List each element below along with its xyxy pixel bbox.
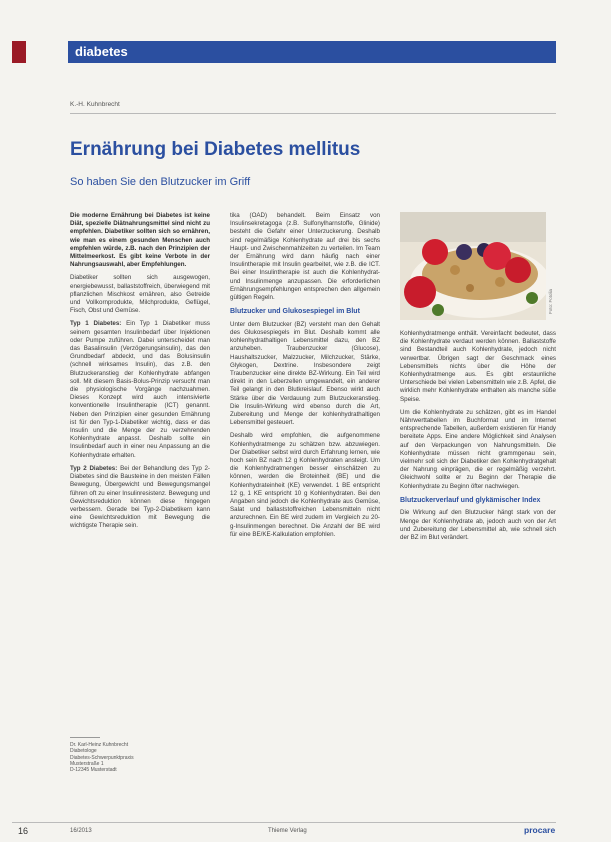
footnote-line: Musterstraße 1	[70, 760, 104, 767]
paragraph: Deshalb wird empfohlen, die aufgenommene Kohlenhydratmenge zu schätzen bzw. abzuwiegen. Der Diabetiker selbst wird durch Erfahrung lernen, wie hoch sein BZ nach 12 g Kohlenhydraten ansteigt. Um die Kohlenhydratmengen besser einschätzen zu können, werden die Broteinheit (BE) und die Kohlenhydrateinheit (KE) verwendet. 1 BE entspricht 12 g, 1 KE entspricht 10 g Kohlenhydraten. Bei den Angaben sind jedoch die Kohlenhydrate aus Gemüse, Salat und ballaststoffreichen Lebensmitteln nicht anzurechnen. Ein BE wird zudem im Vergleich zu 20-g-Insulinmengen berechnet. Die Anzahl der BE wird für eine BE/KE-Kalkulation empfohlen.	[230, 432, 380, 538]
footnote-line: Diabetologe	[70, 748, 97, 755]
paragraph: Unter dem Blutzucker (BZ) versteht man den Gehalt des Glukosespiegels im Blut. Deshalb kommt alle kohlenhydrathaltigen Lebensmittel dazu, den BZ anzuheben. Traubenzucker (Glucose), Haushaltszucker, Malzzucker, Milchzucker, Stärke, Glykogen, Dextrine. Insbesondere zeigt Traubenzucker eine direkte BZ-Wirkung. Ein Teil wird direkt in den Leberzellen umgewandelt, ein anderer Teil gelangt in den Blutkreislauf. Ebenso wirkt auch Stärke über die Verdauung zum Blutzuckeranstieg. Die Insulin-Wirkung wird ebenso durch die Art, Zubereitung und Menge der kohlenhydrathaltigen Lebensmittel gesteuert.	[230, 320, 380, 427]
text-column-2	[230, 212, 380, 832]
paragraph: Kohlenhydratmenge enthält. Vereinfacht bedeutet, dass die Kohlenhydrate verdaut werden können. Ballaststoffe sind Bestandteil auch Kohlenhydrate, jedoch nicht verwertbar. Übrigen sagt der Geschmack eines Lebensmittels nichts über die Höhe der Kohlenhydratmenge aus. Es gibt erstaunliche Unterschiede bei vielen Lebensmitteln wie z.B. Apfel, die wirklich mehr Kohlenhydrate enthalten als manche süße Speise.	[400, 330, 556, 403]
section-heading: Blutzucker und Glukosespiegel im Blut	[230, 308, 360, 316]
footer-divider	[12, 822, 556, 823]
author-line: K.-H. Kuhnbrecht	[70, 101, 120, 108]
section-label: diabetes	[75, 44, 128, 59]
photo-credit: Foto: Fotolia	[548, 288, 553, 314]
publisher-name: Thieme Verlag	[268, 828, 307, 834]
journal-name: procare	[524, 825, 556, 835]
inline-heading: Typ 1 Diabetes:	[70, 320, 122, 328]
paragraph	[70, 320, 210, 459]
text-column-3	[400, 330, 556, 830]
issue-number: 16/2013	[70, 828, 92, 834]
lead-paragraph: Die moderne Ernährung bei Diabetes ist keine Diät, spezielle Diätnahrungsmittel sind nicht zu empfehlen. Diabetiker sollten sich so ernähren, wie man es einem gesunden Menschen auch empfehlen würde, z.B. nach den Prinzipien der Mittelmeerkost. Es gibt keine Verbote in der Nahrungsauswahl, aber Empfehlungen.	[70, 212, 210, 269]
footnote-line: Diabetes-Schwerpunktpraxis	[70, 754, 134, 761]
page-number: 16	[18, 826, 29, 836]
paragraph	[70, 465, 210, 531]
section-header-bar	[68, 41, 556, 63]
muesli-strawberries-image	[400, 212, 546, 320]
paragraph: Diabetiker sollten sich ausgewogen, energiebewusst, ballaststoffreich, überwiegend mit pflanzlichen Mischkost ernähren, also Getreide und Vollkornprodukte, Milchprodukte, Geflügel, Fisch, Obst und Gemüse.	[70, 274, 210, 315]
inline-heading: Typ 2 Diabetes:	[70, 464, 118, 472]
section-heading: Blutzuckerverlauf und glykämischer Index	[400, 496, 541, 504]
footnote-line: Dr. Karl-Heinz Kuhnbrecht	[70, 742, 129, 748]
paragraph: Um die Kohlenhydrate zu schätzen, gibt es im Handel Nährwerttabellen im Buchformat und im Internet entsprechende Tabellen, außerdem existieren für Handy bereitete Apps. Eine andere Möglichkeit sind Analysen auf den Verpackungen von Nahrungsmitteln. Die Kohlenhydrate müssen nicht grammgenau sein, vielmehr soll sich der Diabetiker den Kohlenhydratgehalt der Nahrung einprägen, die er regelmäßig verzehrt. Gleichwohl sollte er zu Beginn der Therapie die Kohlenhydrate zu Beginn öfter nachwiegen.	[400, 408, 556, 490]
paragraph-text: Bei der Behandlung des Typ 2-Diabetes sind die Bausteine in den meisten Fällen Bewegung, Übergewicht und Bewegungsmangel führen oft zu einer Insulinresistenz. Bewegung und Gewichtsreduktion können diese hingegen verbessern. Gerade bei Typ-2-Diabetikern kann eine Gewichtsreduktion mit Bewegung die wichtigste Therapie sein.	[70, 464, 210, 530]
food-photo	[400, 212, 546, 320]
text-column-1	[70, 212, 210, 732]
paragraph: tika (OAD) behandelt. Beim Einsatz von Insulinsekretagoga (z.B. Sulfonylharnstoffe, Glinide) besteht die Gefahr einer Unterzuckerung. Deshalb sind regelmäßige Kohlenhydrate auf drei bis sechs Haupt- und Zwischenmahlzeiten zu verteilen. Im Team der Ernährung wird dann häufig nach einer Insulintherapie mit Insulin gearbeitet, wie z.B. die ICT. Bei einer Insulintherapie ist auch die Kohlenhydrat- und Insulinmenge anzupassen. Die erforderlichen Ernährungsempfehlungen entsprechen den allgemein gültigen Regeln.	[230, 212, 380, 302]
header-accent-block	[12, 41, 26, 63]
article-subtitle: So haben Sie den Blutzucker im Griff	[70, 176, 251, 188]
author-address	[70, 742, 210, 773]
article-title: Ernährung bei Diabetes mellitus	[70, 139, 361, 160]
footnote-line: D-12345 Musterstadt	[70, 767, 117, 774]
footnote-divider	[70, 737, 100, 738]
paragraph-text: Ein Typ 1 Diabetiker muss seinem gesamten Insulinbedarf über Injektionen oder Pumpe zuführen. Dabei unterscheidet man das Basalinsulin (Verzögerungsinsulin), das den Grundbedarf abdeckt, und das Bolusinsulin (schnell wirksames Insulin), das z.B. den Blutzuckeranstieg der Kohlenhydrate abfangen soll. Mit diesem Basis-Bolus-Prinzip versucht man die physiologische Vorgänge nachzuahmen. Dieses Konzept wird auch intensivierte konventionelle Insulintherapie (ICT) genannt. Neben den Prinzipien einer gesunden Ernährung ist für den Typ-1-Diabetiker wichtig, dass er das Insulin und die Menge der zu verzehrenden Kohlenhydrate anpasst. Deshalb sollte ein Insulinbedarf auch in einer neu Anpassung an die Kohlenhydrate erhalten.	[70, 320, 210, 459]
paragraph: Die Wirkung auf den Blutzucker hängt stark von der Menge der Kohlenhydrate ab, jedoch auch von der Art und Zubereitung der Lebensmittel ab, wie schnell sich der BZ im Blut verändert.	[400, 509, 556, 541]
divider	[70, 113, 556, 114]
